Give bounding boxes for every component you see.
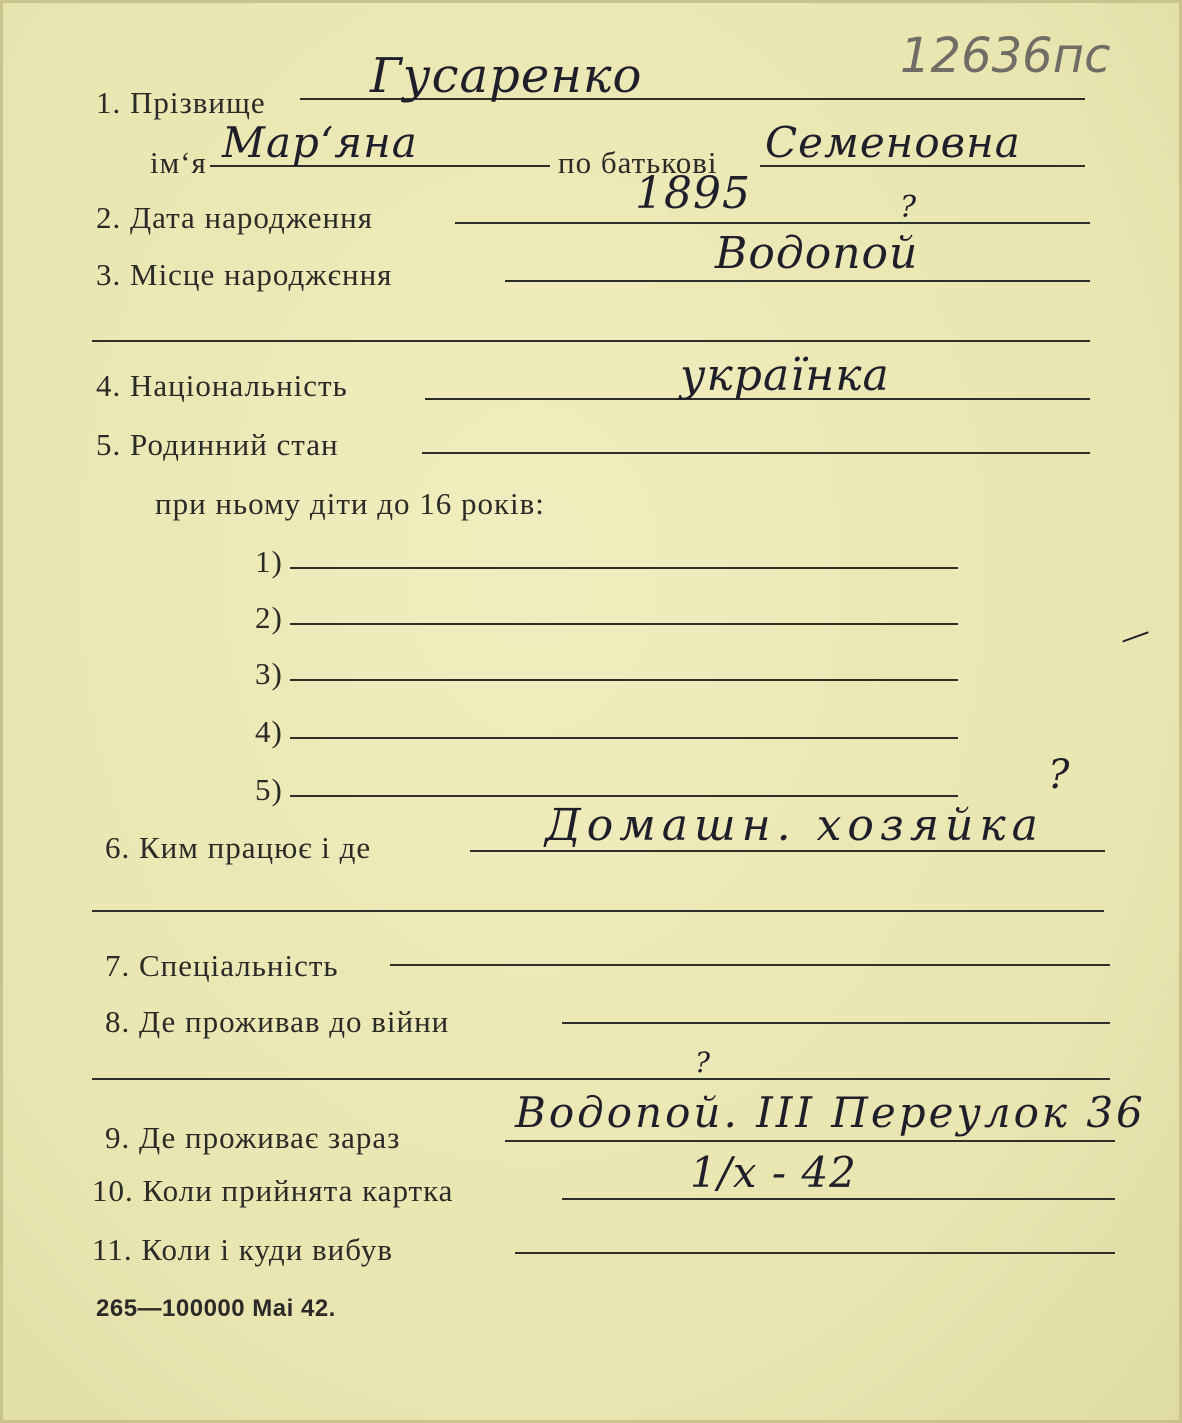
- patronymic-label: по батькові: [558, 145, 718, 180]
- card-accepted-label: 10. Коли прийнята картка: [92, 1173, 454, 1208]
- nationality-value: українка: [680, 350, 890, 401]
- occupation-value: Домашн. хозяйка: [545, 800, 1044, 851]
- name-value: Мар‘яна: [222, 118, 418, 167]
- archive-number: 12636пс: [900, 28, 1111, 84]
- current-residence-line: [505, 1140, 1115, 1142]
- question-mark: ?: [900, 190, 917, 225]
- child-4-line: [290, 737, 958, 739]
- child-1-line: [290, 567, 958, 569]
- card-accepted-value: 1/x - 42: [690, 1148, 857, 1197]
- patronymic-value: Семеновна: [765, 118, 1021, 167]
- current-residence-value: Водопой. III Переулок 36: [515, 1088, 1146, 1137]
- nationality-label: 4. Національність: [96, 368, 348, 403]
- child-1-label: 1): [255, 544, 283, 579]
- card-accepted-line: [562, 1198, 1115, 1200]
- child-2-label: 2): [255, 600, 283, 635]
- child-2-line: [290, 623, 958, 625]
- specialty-line: [390, 964, 1110, 966]
- birth-date-value: 1895: [635, 168, 751, 219]
- blank-line: [92, 340, 1090, 342]
- child-3-line: [290, 679, 958, 681]
- birth-place-line: [505, 280, 1090, 282]
- marital-status-line: [422, 452, 1090, 454]
- children-heading: при ньому діти до 16 років:: [155, 486, 545, 521]
- specialty-label: 7. Спеціальність: [105, 948, 339, 983]
- child-3-label: 3): [255, 656, 283, 691]
- question-mark-2: ?: [1048, 752, 1070, 798]
- birth-place-value: Водопой: [715, 228, 919, 279]
- surname-value: Гусаренко: [370, 48, 643, 104]
- birth-place-label: 3. Місце народжєння: [96, 257, 393, 292]
- surname-label: 1. Прізвище: [96, 85, 266, 120]
- departure-label: 11. Коли і куди вибув: [92, 1232, 393, 1267]
- name-label: ім‘я: [150, 145, 207, 180]
- prewar-residence-label: 8. Де проживав до війни: [105, 1004, 450, 1039]
- print-run-footer: 265—100000 Mai 42.: [96, 1295, 336, 1322]
- child-5-label: 5): [255, 772, 283, 807]
- prewar-residence-line-2: [92, 1078, 1110, 1080]
- child-5-line: [290, 795, 958, 797]
- occupation-label: 6. Ким працює і де: [105, 830, 372, 865]
- current-residence-label: 9. Де проживає зараз: [105, 1120, 401, 1155]
- departure-line: [515, 1252, 1115, 1254]
- birth-date-line: [455, 222, 1090, 224]
- marital-status-label: 5. Родинний стан: [96, 427, 339, 462]
- prewar-residence-line: [562, 1022, 1110, 1024]
- occupation-line-2: [92, 910, 1104, 912]
- birth-date-label: 2. Дата народження: [96, 200, 373, 235]
- pen-stroke: —: [1114, 613, 1156, 658]
- child-4-label: 4): [255, 714, 283, 749]
- question-mark-3: ?: [695, 1046, 711, 1079]
